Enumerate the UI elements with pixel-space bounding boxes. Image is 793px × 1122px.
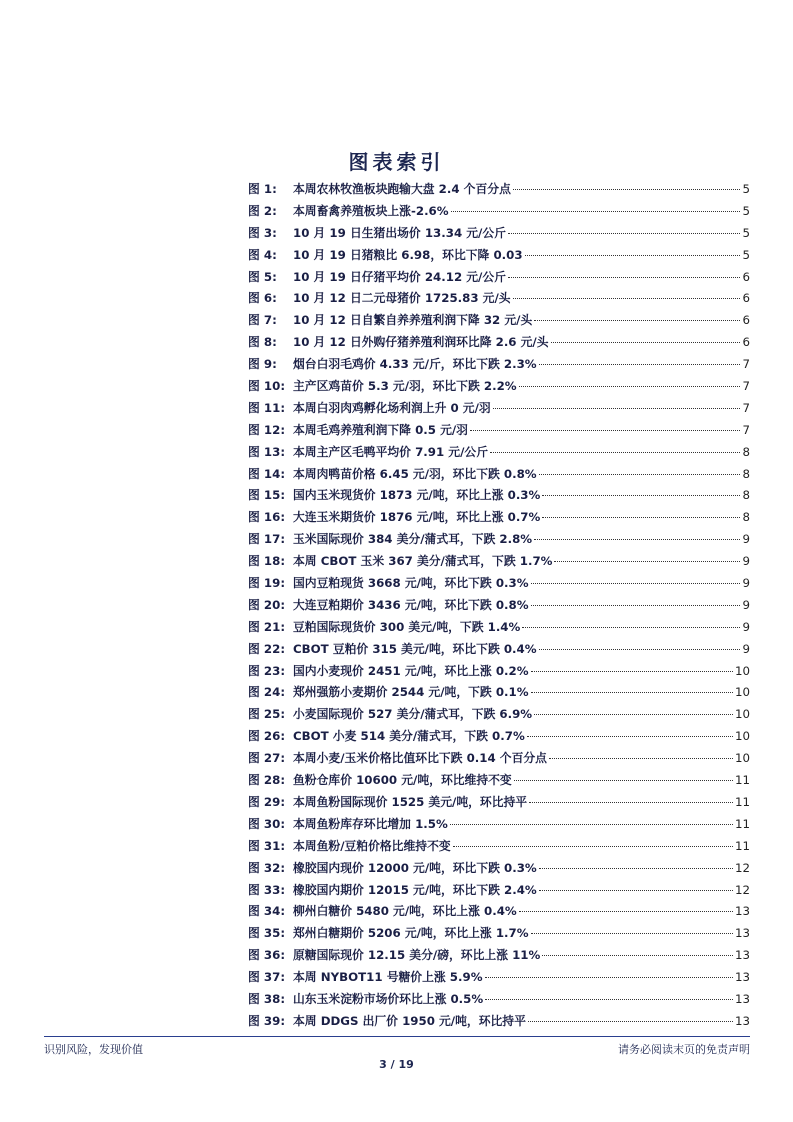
figure-caption: 国内豆粕现货 3668 元/吨，环比下跌 0.3% (293, 576, 529, 591)
figure-label: 图 31: (248, 838, 286, 853)
figure-caption: 橡胶国内期价 12015 元/吨，环比下跌 2.4% (293, 882, 537, 897)
dot-leader (531, 605, 741, 606)
toc-entry[interactable] (248, 245, 750, 267)
toc-entry[interactable] (248, 376, 750, 398)
dot-leader (549, 758, 733, 759)
figure-caption: 郑州白糖期价 5206 元/吨，环比上涨 1.7% (293, 926, 529, 941)
dot-leader (519, 386, 741, 387)
dot-leader (529, 802, 733, 803)
dot-leader (554, 561, 740, 562)
toc-entry[interactable] (248, 332, 750, 354)
toc-entry[interactable] (248, 682, 750, 704)
page-ref: 11 (734, 794, 750, 809)
figure-label: 图 38: (248, 991, 286, 1006)
figure-caption: 本周白羽肉鸡孵化场利润上升 0 元/羽 (293, 400, 491, 415)
page-ref: 7 (742, 379, 750, 394)
figure-label: 图 24: (248, 685, 286, 700)
dot-leader (522, 627, 740, 628)
page-ref: 12 (734, 860, 750, 875)
figure-caption: 10 月 12 日二元母猪价 1725.83 元/头 (293, 291, 511, 306)
figure-caption: 本周小麦/玉米价格比值环比下跌 0.14 个百分点 (293, 751, 547, 766)
dot-leader (490, 452, 740, 453)
figure-label: 图 23: (248, 663, 286, 678)
toc-entry[interactable] (248, 748, 750, 770)
page-ref: 10 (734, 729, 750, 744)
figure-label: 图 26: (248, 729, 286, 744)
figure-caption: 本周畜禽养殖板块上涨-2.6% (293, 203, 449, 218)
figure-label: 图 27: (248, 751, 286, 766)
dot-leader (485, 977, 733, 978)
dot-leader (542, 495, 740, 496)
toc-entry[interactable] (248, 836, 750, 858)
dot-leader (525, 255, 741, 256)
figure-label: 图 32: (248, 860, 286, 875)
figure-label: 图 30: (248, 816, 286, 831)
page-ref: 7 (742, 400, 750, 415)
figure-caption: 玉米国际现价 384 美分/蒲式耳，下跌 2.8% (293, 532, 533, 547)
figure-caption: 郑州强筋小麦期价 2544 元/吨，下跌 0.1% (293, 685, 529, 700)
page-ref: 13 (734, 904, 750, 919)
toc-entry[interactable] (248, 442, 750, 464)
figure-caption: 国内玉米现货价 1873 元/吨，环比上涨 0.3% (293, 488, 541, 503)
figure-caption: 柳州白糖价 5480 元/吨，环比上涨 0.4% (293, 904, 517, 919)
figure-label: 图 8: (248, 335, 277, 350)
figure-caption: CBOT 小麦 514 美分/蒲式耳，下跌 0.7% (293, 729, 525, 744)
toc-entry[interactable] (248, 573, 750, 595)
toc-entry[interactable] (248, 551, 750, 573)
dot-leader (508, 233, 741, 234)
page-ref: 11 (734, 816, 750, 831)
figure-caption: 本周 CBOT 玉米 367 美分/蒲式耳，下跌 1.7% (293, 554, 553, 569)
figure-label: 图 28: (248, 773, 286, 788)
figure-label: 图 21: (248, 619, 286, 634)
page-ref: 11 (734, 773, 750, 788)
page-ref: 10 (734, 707, 750, 722)
page-ref: 5 (742, 203, 750, 218)
figure-label: 图 5: (248, 269, 277, 284)
page-ref: 13 (734, 970, 750, 985)
dot-leader (514, 780, 733, 781)
toc-entry[interactable] (248, 267, 750, 289)
dot-leader (539, 364, 741, 365)
dot-leader (551, 342, 741, 343)
figure-label: 图 37: (248, 970, 286, 985)
toc-entry[interactable] (248, 880, 750, 902)
footer-disclaimer-note: 请务必阅读末页的免责声明 (618, 1043, 750, 1056)
toc-entry[interactable] (248, 485, 750, 507)
toc-entry[interactable] (248, 529, 750, 551)
figure-label: 图 14: (248, 466, 286, 481)
figure-label: 图 29: (248, 794, 286, 809)
page-ref: 8 (742, 488, 750, 503)
footer-divider (44, 1036, 750, 1037)
page-number: 3 / 19 (379, 1058, 414, 1071)
figure-caption: 本周鱼粉库存环比增加 1.5% (293, 816, 448, 831)
dot-leader (493, 408, 741, 409)
dot-leader (539, 474, 741, 475)
figure-caption: 本周 DDGS 出厂价 1950 元/吨，环比持平 (293, 1013, 526, 1028)
page-ref: 10 (734, 751, 750, 766)
figure-label: 图 4: (248, 247, 277, 262)
figure-caption: 10 月 19 日生猪出场价 13.34 元/公斤 (293, 225, 506, 240)
dot-leader (534, 539, 740, 540)
figure-caption: 本周主产区毛鸭平均价 7.91 元/公斤 (293, 444, 488, 459)
toc-entry[interactable] (248, 704, 750, 726)
figure-label: 图 35: (248, 926, 286, 941)
figure-caption: 大连豆粕期价 3436 元/吨，环比下跌 0.8% (293, 597, 529, 612)
dot-leader (451, 211, 741, 212)
toc-entry[interactable] (248, 901, 750, 923)
dot-leader (531, 671, 733, 672)
toc-entry[interactable] (248, 201, 750, 223)
figure-index-list (248, 179, 750, 1033)
dot-leader (539, 649, 741, 650)
page-ref: 9 (742, 554, 750, 569)
figure-label: 图 34: (248, 904, 286, 919)
figure-caption: 豆粕国际现货价 300 美元/吨，下跌 1.4% (293, 619, 521, 634)
dot-leader (531, 933, 733, 934)
toc-entry[interactable] (248, 420, 750, 442)
dot-leader (534, 320, 740, 321)
toc-entry[interactable] (248, 923, 750, 945)
page-title: 图表索引 (348, 150, 445, 174)
figure-caption: 本周鱼粉国际现价 1525 美元/吨，环比持平 (293, 794, 528, 809)
figure-caption: 原糖国际现价 12.15 美分/磅，环比上涨 11% (293, 948, 541, 963)
dot-leader (470, 430, 741, 431)
dot-leader (519, 911, 733, 912)
figure-label: 图 7: (248, 313, 277, 328)
toc-entry[interactable] (248, 770, 750, 792)
figure-caption: 本周农林牧渔板块跑输大盘 2.4 个百分点 (293, 182, 511, 196)
figure-caption: 烟台白羽毛鸡价 4.33 元/斤，环比下跌 2.3% (293, 357, 537, 372)
dot-leader (534, 714, 733, 715)
toc-entry[interactable] (248, 1011, 750, 1033)
figure-label: 图 1: (248, 182, 277, 196)
dot-leader (528, 1021, 733, 1022)
page-ref: 11 (734, 838, 750, 853)
dot-leader (527, 736, 733, 737)
figure-caption: 鱼粉仓库价 10600 元/吨，环比维持不变 (293, 773, 512, 788)
toc-entry[interactable] (248, 223, 750, 245)
page-ref: 9 (742, 597, 750, 612)
toc-entry[interactable] (248, 398, 750, 420)
figure-label: 图 15: (248, 488, 286, 503)
figure-label: 图 6: (248, 291, 277, 306)
figure-caption: 10 月 12 日外购仔猪养殖利润环比降 2.6 元/头 (293, 335, 549, 350)
toc-entry[interactable] (248, 507, 750, 529)
figure-label: 图 36: (248, 948, 286, 963)
figure-label: 图 13: (248, 444, 286, 459)
figure-caption: 小麦国际现价 527 美分/蒲式耳，下跌 6.9% (293, 707, 533, 722)
page-ref: 6 (742, 291, 750, 306)
figure-caption: 国内小麦现价 2451 元/吨，环比上涨 0.2% (293, 663, 529, 678)
figure-caption: 橡胶国内现价 12000 元/吨，环比下跌 0.3% (293, 860, 537, 875)
page-ref: 6 (742, 335, 750, 350)
figure-label: 图 39: (248, 1013, 286, 1028)
page-ref: 8 (742, 444, 750, 459)
figure-caption: CBOT 豆粕价 315 美元/吨，环比下跌 0.4% (293, 641, 537, 656)
figure-label: 图 2: (248, 203, 277, 218)
figure-caption: 本周毛鸡养殖利润下降 0.5 元/羽 (293, 422, 468, 437)
page-ref: 9 (742, 619, 750, 634)
dot-leader (542, 955, 733, 956)
figure-caption: 10 月 12 日自繁自养养殖利润下降 32 元/头 (293, 313, 533, 328)
page-ref: 8 (742, 510, 750, 525)
figure-label: 图 33: (248, 882, 286, 897)
page-ref: 10 (734, 663, 750, 678)
page-ref: 10 (734, 685, 750, 700)
page-ref: 5 (742, 182, 750, 196)
page-ref: 6 (742, 269, 750, 284)
figure-caption: 主产区鸡苗价 5.3 元/羽，环比下跌 2.2% (293, 379, 517, 394)
dot-leader (539, 868, 733, 869)
page-ref: 6 (742, 313, 750, 328)
toc-entry[interactable] (248, 310, 750, 332)
page-ref: 13 (734, 948, 750, 963)
dot-leader (513, 189, 741, 190)
dot-leader (450, 824, 733, 825)
toc-entry[interactable] (248, 814, 750, 836)
page-ref: 5 (742, 247, 750, 262)
dot-leader (485, 999, 733, 1000)
page-ref: 13 (734, 1013, 750, 1028)
page-ref: 7 (742, 422, 750, 437)
toc-entry[interactable] (248, 639, 750, 661)
toc-entry[interactable] (248, 179, 750, 201)
toc-entry[interactable] (248, 989, 750, 1011)
figure-label: 图 18: (248, 554, 286, 569)
toc-entry[interactable] (248, 945, 750, 967)
toc-entry[interactable] (248, 967, 750, 989)
page-ref: 8 (742, 466, 750, 481)
dot-leader (539, 890, 733, 891)
figure-label: 图 3: (248, 225, 277, 240)
toc-entry[interactable] (248, 661, 750, 683)
page-ref: 9 (742, 576, 750, 591)
page-ref: 5 (742, 225, 750, 240)
toc-entry[interactable] (248, 288, 750, 310)
toc-entry[interactable] (248, 858, 750, 880)
figure-caption: 本周鱼粉/豆粕价格比维持不变 (293, 838, 451, 853)
dot-leader (542, 517, 740, 518)
dot-leader (531, 692, 733, 693)
toc-entry[interactable] (248, 464, 750, 486)
toc-entry[interactable] (248, 726, 750, 748)
figure-label: 图 16: (248, 510, 286, 525)
figure-label: 图 12: (248, 422, 286, 437)
dot-leader (513, 298, 741, 299)
dot-leader (453, 846, 733, 847)
figure-caption: 山东玉米淀粉市场价环比上涨 0.5% (293, 991, 484, 1006)
figure-caption: 本周肉鸭苗价格 6.45 元/羽，环比下跌 0.8% (293, 466, 537, 481)
dot-leader (531, 583, 741, 584)
figure-label: 图 9: (248, 357, 277, 372)
figure-caption: 10 月 19 日猪粮比 6.98，环比下降 0.03 (293, 247, 523, 262)
figure-label: 图 17: (248, 532, 286, 547)
figure-label: 图 11: (248, 400, 286, 415)
toc-entry[interactable] (248, 595, 750, 617)
toc-entry[interactable] (248, 617, 750, 639)
toc-entry[interactable] (248, 792, 750, 814)
dot-leader (508, 277, 741, 278)
figure-label: 图 25: (248, 707, 286, 722)
figure-label: 图 19: (248, 576, 286, 591)
figure-caption: 10 月 19 日仔猪平均价 24.12 元/公斤 (293, 269, 506, 284)
footer-slogan: 识别风险，发现价值 (44, 1043, 143, 1056)
page-ref: 7 (742, 357, 750, 372)
figure-caption: 本周 NYBOT11 号糖价上涨 5.9% (293, 970, 483, 985)
page-ref: 13 (734, 991, 750, 1006)
figure-caption: 大连玉米期货价 1876 元/吨，环比上涨 0.7% (293, 510, 541, 525)
figure-label: 图 10: (248, 379, 286, 394)
page-ref: 9 (742, 641, 750, 656)
figure-label: 图 22: (248, 641, 286, 656)
page-ref: 13 (734, 926, 750, 941)
figure-label: 图 20: (248, 597, 286, 612)
page-ref: 12 (734, 882, 750, 897)
toc-entry[interactable] (248, 354, 750, 376)
page-ref: 9 (742, 532, 750, 547)
